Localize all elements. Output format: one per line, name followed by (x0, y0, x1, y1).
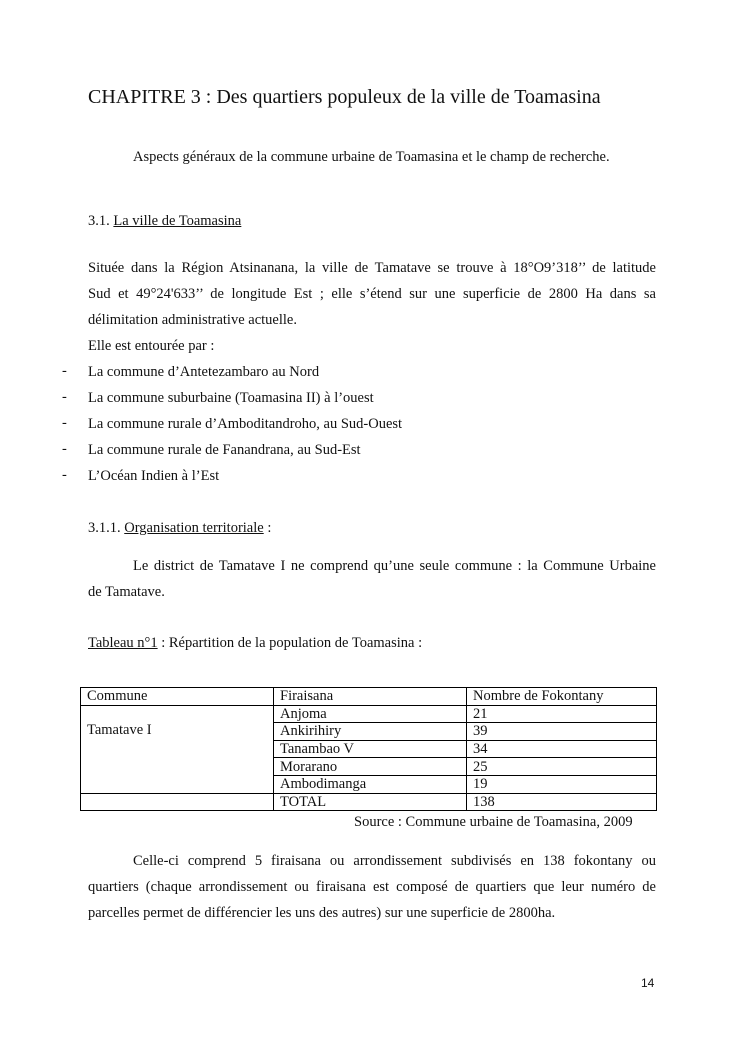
chapter-title: CHAPITRE 3 : Des quartiers populeux de la ville de Toamasina (88, 86, 601, 108)
cell: 19 (467, 775, 657, 793)
section-3-1-1-heading (88, 519, 271, 537)
table-source: Source : Commune urbaine de Toamasina, 2009 (354, 814, 633, 830)
list-item: La commune rurale de Fanandrana, au Sud-Est (88, 442, 361, 458)
para-line: parcelles permet de différencier les uns des autres) sur une superficie de 2800ha. (88, 905, 556, 921)
table-header-row (81, 688, 657, 706)
caption-label: Tableau n°1 (88, 635, 158, 651)
caption-text: : Répartition de la population de Toamasina : (157, 635, 423, 651)
table-total-row (81, 793, 657, 811)
section-3-1-heading (88, 212, 241, 230)
section-number: 3.1. (88, 213, 114, 229)
cell: TOTAL (274, 793, 467, 811)
subtitle: Aspects généraux de la commune urbaine de Toamasina et le champ de recherche. (133, 149, 610, 165)
table-row (81, 705, 657, 723)
population-table (80, 687, 657, 811)
para-line: Le district de Tamatave I ne comprend qu’une seule commune : la Commune Urbaine (133, 558, 656, 574)
cell (81, 793, 274, 811)
table-caption (88, 634, 422, 652)
commune-cell: Tamatave I (81, 705, 274, 793)
para-line: quartiers (chaque arrondissement ou firaisana est composé de quartiers que leur numéro de (88, 879, 656, 895)
para-line: de Tamatave. (88, 584, 165, 600)
header-cell: Nombre de Fokontany (467, 688, 657, 706)
para-line: Située dans la Région Atsinanana, la ville de Tamatave se trouve à 18°O9’318’’ de latitude (88, 260, 656, 276)
section-suffix: : (263, 520, 272, 536)
cell: 21 (467, 705, 657, 723)
section-number: 3.1.1. (88, 520, 125, 536)
list-item: La commune rurale d’Amboditandroho, au Sud-Ouest (88, 416, 403, 432)
list-item: La commune d’Antetezambaro au Nord (88, 364, 320, 380)
list-bullet: - (62, 389, 67, 405)
section-title: Organisation territoriale (124, 520, 264, 536)
para-line: Celle-ci comprend 5 firaisana ou arrondissement subdivisés en 138 fokontany ou (133, 853, 656, 869)
para-line: délimitation administrative actuelle. (88, 312, 297, 328)
cell: Ambodimanga (274, 775, 467, 793)
cell: 39 (467, 723, 657, 741)
cell: Ankirihiry (274, 723, 467, 741)
para-line: Sud et 49°24'633’’ de longitude Est ; elle s’étend sur une superficie de 2800 Ha dans sa (88, 286, 656, 302)
cell: 25 (467, 758, 657, 776)
header-cell: Commune (81, 688, 274, 706)
cell: Tanambao V (274, 740, 467, 758)
cell: 138 (467, 793, 657, 811)
list-item: L’Océan Indien à l’Est (88, 468, 220, 484)
list-item: La commune suburbaine (Toamasina II) à l’ouest (88, 390, 374, 406)
para-line: Elle est entourée par : (88, 338, 215, 354)
cell: 34 (467, 740, 657, 758)
cell: Anjoma (274, 705, 467, 723)
list-bullet: - (62, 467, 67, 483)
list-bullet: - (62, 415, 67, 431)
page-number: 14 (641, 976, 655, 990)
list-bullet: - (62, 441, 67, 457)
list-bullet: - (62, 363, 67, 379)
header-cell: Firaisana (274, 688, 467, 706)
cell: Morarano (274, 758, 467, 776)
section-title: La ville de Toamasina (113, 213, 242, 229)
